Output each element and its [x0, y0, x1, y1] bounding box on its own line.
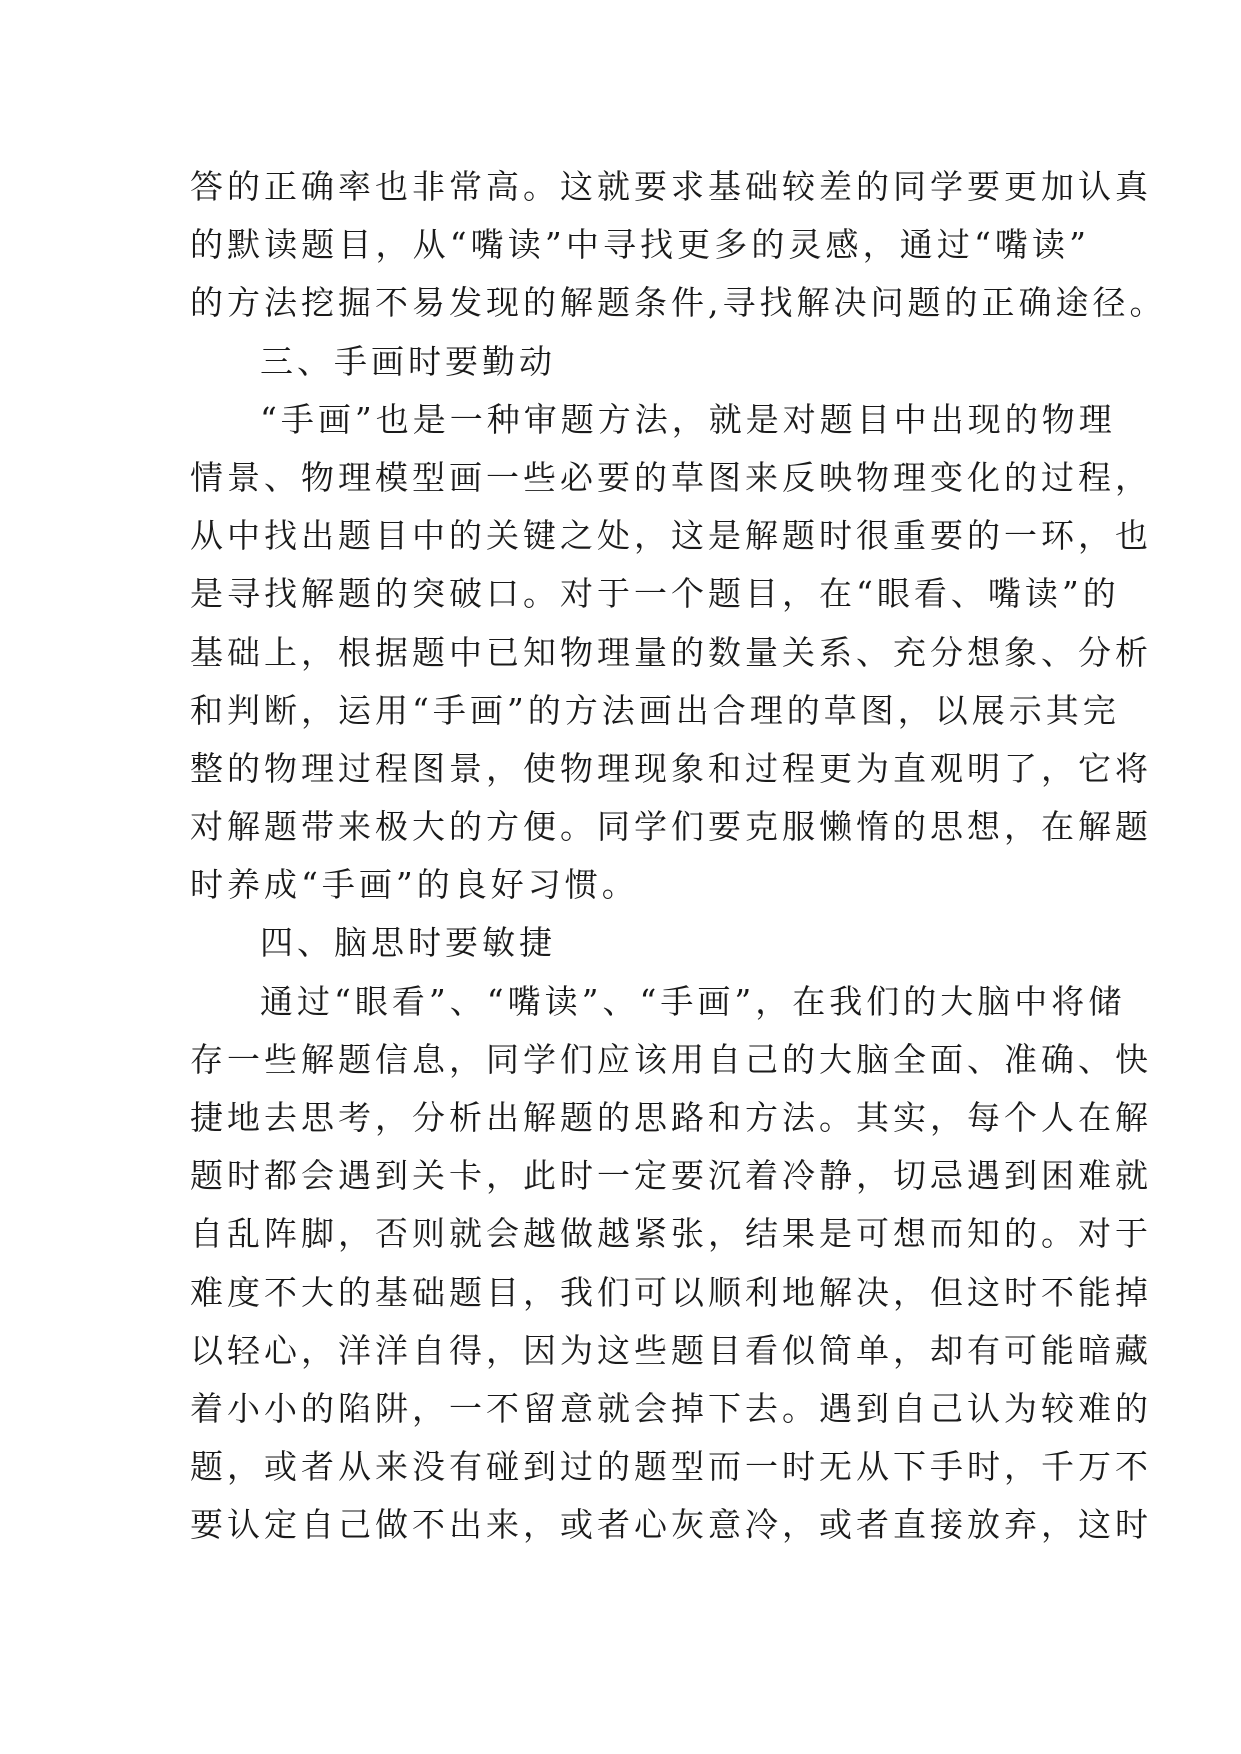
text-line: 从中找出题目中的关键之处，这是解题时很重要的一环，也	[190, 516, 1152, 556]
text-line: “手画”也是一种审题方法，就是对题目中出现的物理	[260, 399, 1116, 439]
text-line: 着小小的陷阱，一不留意就会掉下去。遇到自己认为较难的	[190, 1388, 1152, 1428]
text-line: 是寻找解题的突破口。对于一个题目，在“眼看、嘴读”的	[190, 574, 1120, 614]
text-line: 捷地去思考，分析出解题的思路和方法。其实，每个人在解	[190, 1098, 1152, 1137]
text-line: 和判断，运用“手画”的方法画出合理的草图，以展示其完	[190, 690, 1120, 730]
body-text	[190, 158, 1167, 1555]
section-heading: 三、手画时要勤动	[260, 341, 556, 381]
text-line: 存一些解题信息，同学们应该用自己的大脑全面、准确、快	[190, 1039, 1152, 1079]
text-line: 情景、物理模型画一些必要的草图来反映物理变化的过程，	[190, 457, 1152, 497]
text-line: 的方法挖掘不易发现的解题条件,寻找解决问题的正确途径。	[190, 283, 1167, 323]
text-line: 自乱阵脚，否则就会越做越紧张，结果是可想而知的。对于	[190, 1214, 1152, 1254]
text-line: 基础上，根据题中已知物理量的数量关系、充分想象、分析	[190, 632, 1152, 672]
text-line: 题时都会遇到关卡，此时一定要沉着冷静，切忌遇到困难就	[190, 1156, 1152, 1196]
text-line: 答的正确率也非常高。这就要求基础较差的同学要更加认真	[190, 167, 1152, 206]
text-line: 的默读题目，从“嘴读”中寻找更多的灵感，通过“嘴读”	[190, 225, 1090, 265]
text-line: 通过“眼看”、“嘴读”、“手画”，在我们的大脑中将储	[260, 981, 1126, 1021]
text-line: 对解题带来极大的方便。同学们要克服懒惰的思想，在解题	[190, 807, 1152, 847]
text-line: 难度不大的基础题目，我们可以顺利地解决，但这时不能掉	[190, 1272, 1152, 1312]
section-heading: 四、脑思时要敏捷	[260, 923, 556, 963]
text-line: 整的物理过程图景，使物理现象和过程更为直观明了，它将	[190, 748, 1152, 788]
text-line: 时养成“手画”的良好习惯。	[190, 865, 639, 905]
text-line: 以轻心，洋洋自得，因为这些题目看似简单，却有可能暗藏	[190, 1330, 1152, 1370]
text-line: 题，或者从来没有碰到过的题型而一时无从下手时，千万不	[190, 1447, 1152, 1487]
text-line: 要认定自己做不出来，或者心灰意冷，或者直接放弃，这时	[190, 1505, 1152, 1545]
